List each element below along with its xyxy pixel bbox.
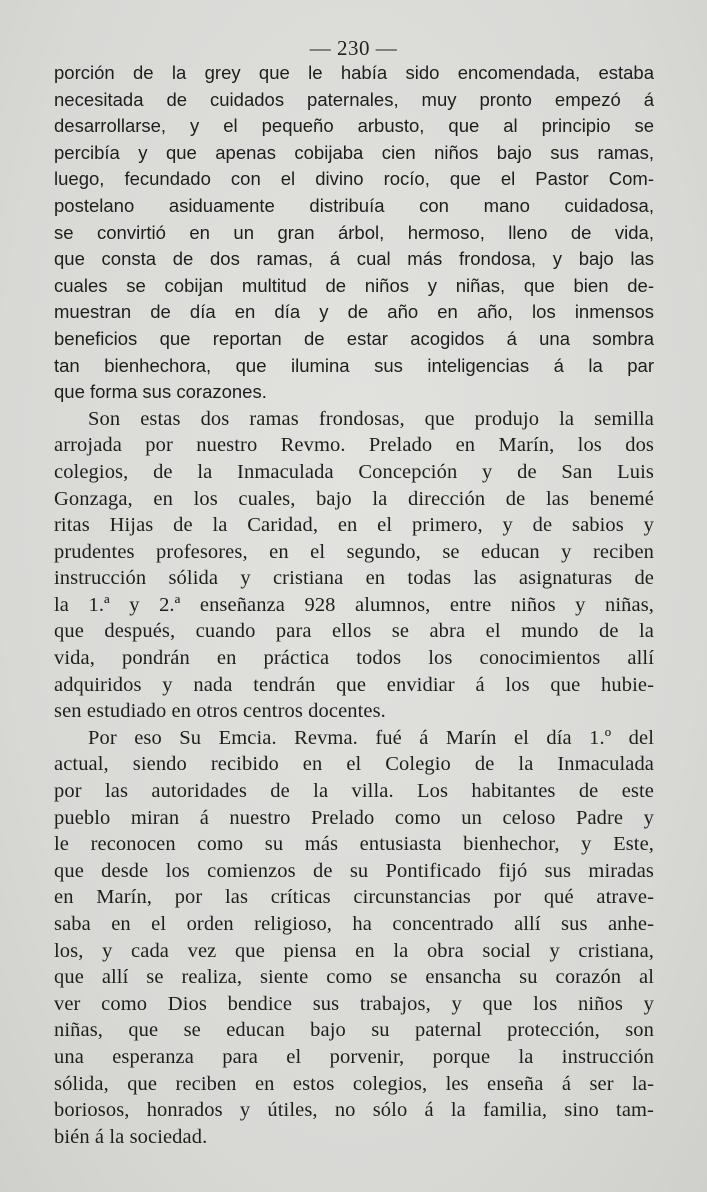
text-line: arrojada por nuestro Revmo. Prelado en Marín, los dos	[54, 434, 654, 457]
text-line: beneficios que reportan de estar acogidos á una sombra	[54, 327, 654, 349]
text-line: tan bienhechora, que ilumina sus inteligencias á la par	[54, 354, 654, 376]
text-line: una esperanza para el porvenir, porque la instrucción	[54, 1045, 654, 1068]
text-line: luego, fecundado con el divino rocío, que el Pastor Com-	[54, 168, 654, 190]
text-line: sen estudiado en otros centros docentes.	[54, 700, 386, 723]
text-line: actual, siendo recibido en el Colegio de la Inmaculada	[54, 753, 654, 776]
text-line: cuales se cobijan multitud de niños y niñas, que bien de-	[54, 274, 654, 296]
text-line: que después, cuando para ellos se abra el mundo de la	[54, 620, 654, 643]
text-line: niñas, que se educan bajo su paternal protección, son	[54, 1019, 654, 1042]
text-line: en Marín, por las críticas circunstancias por qué atrave-	[54, 886, 654, 909]
paragraph-1	[54, 60, 654, 406]
text-line: vida, pondrán en práctica todos los conocimientos allí	[54, 647, 654, 670]
text-line: bién á la sociedad.	[54, 1125, 208, 1148]
text-line: ver como Dios bendice sus trabajos, y que los niños y	[54, 992, 654, 1015]
text-line: que consta de dos ramas, á cual más frondosa, y bajo las	[54, 248, 654, 270]
text-line: adquiridos y nada tendrán que envidiar á los que hubie-	[54, 673, 654, 696]
text-line: por las autoridades de la villa. Los habitantes de este	[54, 780, 654, 803]
text-line: que allí se realiza, siente como se ensancha su corazón al	[54, 966, 654, 989]
text-line: los, y cada vez que piensa en la obra social y cristiana,	[54, 939, 654, 962]
paragraph-3	[54, 725, 654, 1151]
text-line: postelano asiduamente distribuía con mano cuidadosa,	[54, 194, 654, 216]
text-line: desarrollarse, y el pequeño arbusto, que al principio se	[54, 115, 654, 137]
text-line: saba en el orden religioso, ha concentrado allí sus anhe-	[54, 913, 654, 935]
text-line: prudentes profesores, en el segundo, se educan y reciben	[54, 540, 654, 563]
text-line: que desde los comienzos de su Pontificado fijó sus miradas	[54, 859, 654, 882]
text-line: la 1.ª y 2.ª enseñanza 928 alumnos, entre niños y niñas,	[54, 593, 654, 616]
text-line: boriosos, honrados y útiles, no sólo á la familia, sino tam-	[54, 1099, 654, 1122]
text-line: colegios, de la Inmaculada Concepción y de San Luis	[54, 460, 654, 483]
text-line: porción de la grey que le había sido encomendada, estaba	[54, 62, 654, 83]
text-line: que forma sus corazones.	[54, 381, 267, 403]
text-line: sólida, que reciben en estos colegios, les enseña á ser la-	[54, 1072, 654, 1095]
text-line: ritas Hijas de la Caridad, en el primero, y de sabios y	[54, 514, 654, 537]
text-line: percibía y que apenas cobijaba cien niños bajo sus ramas,	[54, 141, 654, 163]
text-line: muestran de día en día y de año en año, los inmensos	[54, 301, 654, 323]
body-text	[54, 60, 654, 1150]
text-line: instrucción sólida y cristiana en todas las asignaturas de	[54, 567, 654, 590]
text-line: Gonzaga, en los cuales, bajo la dirección de las benemé	[54, 487, 654, 510]
paragraph-2	[54, 406, 654, 725]
text-line: Por eso Su Emcia. Revma. fué á Marín el día 1.º del	[88, 726, 654, 749]
text-line: le reconocen como su más entusiasta bienhechor, y Este,	[54, 833, 654, 856]
page-number: — 230 —	[309, 36, 398, 60]
text-line: Son estas dos ramas frondosas, que produjo la semilla	[88, 407, 654, 430]
text-line: necesitada de cuidados paternales, muy pronto empezó á	[54, 88, 654, 110]
text-line: se convirtió en un gran árbol, hermoso, lleno de vida,	[54, 221, 654, 243]
text-line: pueblo miran á nuestro Prelado como un celoso Padre y	[54, 806, 654, 829]
